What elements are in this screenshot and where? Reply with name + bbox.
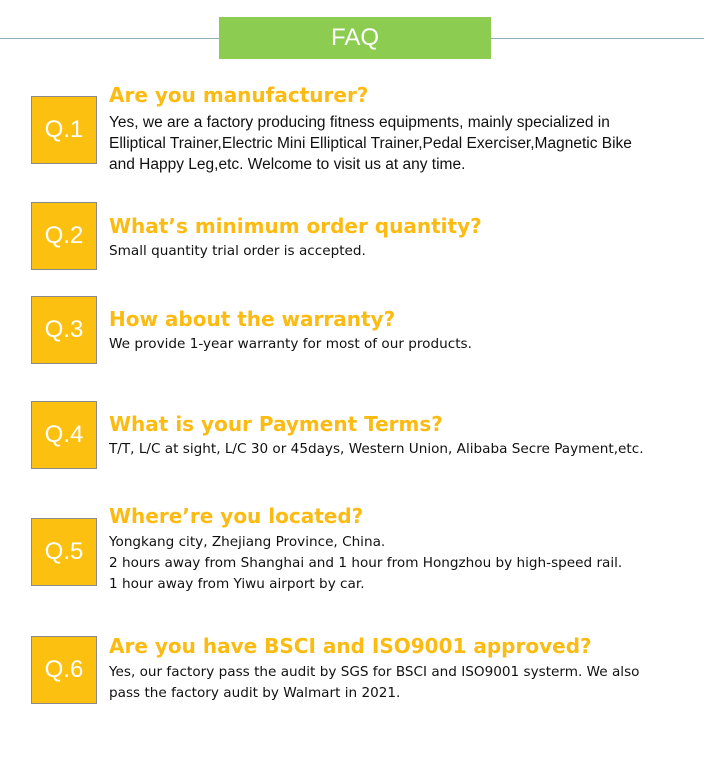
answer-text xyxy=(109,439,689,460)
answer-line: 1 hour away from Yiwu airport by car. xyxy=(109,576,365,592)
question-badge: Q.6 xyxy=(31,636,97,704)
question-badge: Q.4 xyxy=(31,401,97,469)
answer-text xyxy=(109,112,689,175)
question-badge: Q.5 xyxy=(31,518,97,586)
answer-line: Yes, we are a factory producing fitness equipments, mainly specialized in xyxy=(109,114,610,131)
question-title: Where’re you located? xyxy=(109,504,364,528)
answer-text xyxy=(109,532,689,595)
answer-text xyxy=(109,334,689,355)
question-title: Are you manufacturer? xyxy=(109,83,369,107)
answer-text xyxy=(109,662,689,704)
question-title: How about the warranty? xyxy=(109,307,396,331)
question-badge: Q.1 xyxy=(31,96,97,164)
answer-line: Yongkang city, Zhejiang Province, China. xyxy=(109,534,386,550)
answer-line: 2 hours away from Shanghai and 1 hour from Hongzhou by high-speed rail. xyxy=(109,555,623,571)
answer-line: Elliptical Trainer,Electric Mini Elliptical Trainer,Pedal Exerciser,Magnetic Bike xyxy=(109,135,632,152)
question-title: Are you have BSCI and ISO9001 approved? xyxy=(109,634,592,658)
answer-line: Yes, our factory pass the audit by SGS for BSCI and ISO9001 systerm. We also xyxy=(109,664,640,680)
answer-line: We provide 1-year warranty for most of our products. xyxy=(109,336,472,352)
question-title: What’s minimum order quantity? xyxy=(109,214,482,238)
answer-line: T/T, L/C at sight, L/C 30 or 45days, Western Union, Alibaba Secre Payment,etc. xyxy=(109,441,644,457)
faq-header-banner: FAQ xyxy=(219,17,491,59)
answer-line: and Happy Leg,etc. Welcome to visit us at any time. xyxy=(109,156,466,173)
question-badge: Q.3 xyxy=(31,296,97,364)
answer-text xyxy=(109,241,689,262)
answer-line: Small quantity trial order is accepted. xyxy=(109,243,366,259)
answer-line: pass the factory audit by Walmart in 2021. xyxy=(109,685,401,701)
question-title: What is your Payment Terms? xyxy=(109,412,443,436)
question-badge: Q.2 xyxy=(31,202,97,270)
